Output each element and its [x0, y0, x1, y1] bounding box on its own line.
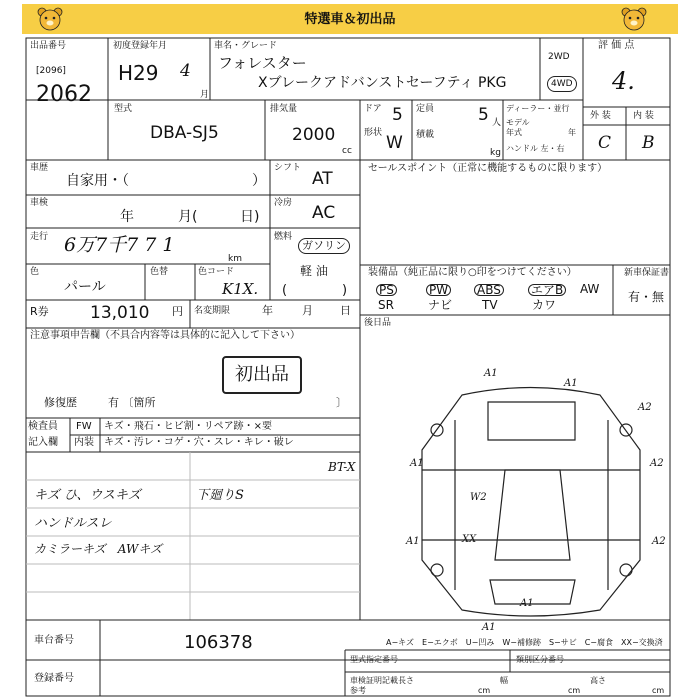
score-value: 4. [612, 67, 635, 95]
equipment-label: 装備品（純正品に限り○印をつけてください） [368, 267, 577, 278]
damage-mark: A1 [482, 622, 496, 633]
displacement-unit: cc [342, 146, 352, 156]
history-close: ） [252, 173, 266, 189]
sales-point-label: セールスポイント（正常に機能するものに限ります） [368, 163, 608, 174]
warranty-label: 新車保証書 [624, 268, 670, 278]
comment-line: 下廻りS [196, 488, 244, 503]
lot-label: 出品番号 [30, 41, 67, 51]
interior-label: 内 装 [633, 111, 654, 121]
damage-mark: A1 [484, 368, 498, 379]
notes-label: 注意事項申告欄（不具合内容等は具体的に記入して下さい） [30, 330, 300, 341]
exterior-grade: C [598, 133, 612, 153]
equipment-aw: AW [580, 282, 600, 296]
dealer-label: ディーラー・並行 [506, 104, 570, 113]
fuel-label: 燃料 [274, 232, 293, 242]
car-name: フォレスター [218, 54, 307, 72]
repair-label: 修復歴 [44, 396, 77, 409]
color-swap-label: 色替 [150, 267, 169, 277]
dealer-model: モデル [506, 118, 530, 127]
color-paren-close: ) [342, 283, 348, 298]
recycle-value: 13,010 [90, 303, 150, 323]
rear-label: 後日品 [364, 318, 392, 328]
equipment-tv: TV [482, 298, 498, 312]
lot-code: [2096] [36, 66, 66, 76]
first-reg-label: 初度登録年月 [113, 41, 168, 51]
history-label: 車歴 [30, 163, 49, 173]
inspection-year: 年 [120, 209, 134, 225]
displacement-label: 排気量 [270, 104, 298, 114]
damage-legend: A−キズ E−エクボ U−凹み W−補修跡 S−サビ C−腐食 XX−交換済 [386, 638, 663, 647]
first-reg-year: H29 [118, 61, 159, 85]
first-reg-month-unit: 月 [200, 90, 210, 100]
equipment-navi: ナビ [428, 298, 453, 312]
dealer-handle: ハンドル 左・右 [506, 144, 565, 153]
capacity-value: 5 [478, 105, 489, 125]
mileage-value: 6万7千7 7 1 [64, 234, 175, 256]
damage-mark: W2 [470, 492, 487, 503]
model-value: DBA-SJ5 [150, 123, 219, 143]
comment-line: BT-X [328, 460, 356, 474]
shape-label: 形状 [364, 128, 383, 138]
doors-value: 5 [392, 105, 403, 125]
capacity-label: 定員 [416, 104, 435, 114]
model-designation-label: 型式指定番号 [350, 655, 398, 664]
ac-label: 冷房 [274, 198, 293, 208]
width-label: 幅 [500, 676, 508, 685]
color-label: 色 [30, 267, 40, 277]
fuel-gasoline-circled: ガソリン [298, 238, 350, 254]
damage-mark: A1 [564, 378, 578, 389]
fuel-diesel: 軽 油 [300, 264, 328, 278]
lot-number: 2062 [36, 82, 92, 107]
warranty-value: 有・無 [628, 290, 665, 304]
cert-label: 車検証明記載 [350, 676, 398, 685]
inspector-row2-key: 内装 [74, 437, 94, 448]
repair-close: 〕 [336, 396, 347, 409]
dealer-year: 年式 [506, 128, 522, 137]
chassis-number: 106378 [184, 632, 253, 653]
class-number-label: 類別区分番号 [516, 655, 564, 664]
damage-mark: A2 [652, 536, 666, 547]
dealer-year-unit: 年 [568, 128, 576, 137]
page-title: 特選車＆初出品 [304, 12, 396, 27]
inspector-label-2: 記入欄 [28, 437, 58, 448]
shape-value: W [386, 133, 403, 153]
equipment-pw: PW [426, 284, 451, 296]
recycle-label: R券 [30, 305, 49, 318]
ac-value: AC [312, 203, 336, 223]
damage-mark: A2 [650, 458, 664, 469]
inspection-month: 月( [178, 209, 198, 225]
equipment-leather: カワ [532, 298, 557, 312]
car-label: 車名・グレード [214, 41, 278, 51]
damage-mark: XX [462, 534, 477, 545]
history-value: 自家用・（ [66, 173, 129, 189]
height-unit: cm [652, 686, 665, 695]
model-label: 型式 [114, 104, 133, 114]
width-unit: cm [568, 686, 581, 695]
damage-mark: A1 [410, 458, 424, 469]
ref-label: 参考 [350, 686, 366, 695]
name-change-year: 年 [262, 304, 273, 317]
inspector-row1-key: FW [76, 421, 92, 432]
color-paren-open: ( [282, 283, 288, 298]
inspector-row2: キズ・汚レ・コゲ・穴・スレ・キレ・破レ [104, 437, 294, 448]
equipment-airbag: エアB [528, 284, 566, 296]
shift-label: シフト [274, 163, 302, 173]
inspection-label: 車検 [30, 198, 49, 208]
height-label: 高さ [590, 676, 606, 685]
mileage-unit: km [228, 254, 242, 264]
name-change-month: 月 [302, 304, 313, 317]
color-value: パール [64, 279, 106, 295]
color-code-label: 色コード [198, 267, 235, 277]
color-code: K1X. [222, 280, 259, 298]
chassis-label: 車台番号 [34, 635, 74, 646]
inspector-row1: キズ・飛石・ヒビ割・リペア跡・×要 [104, 421, 272, 432]
comment-line: ハンドルスレ [34, 516, 112, 531]
load-unit: kg [490, 148, 501, 158]
exterior-label: 外 装 [590, 111, 611, 121]
repair-value: 有 〔箇所 [108, 396, 156, 409]
equipment-ps: PS [376, 284, 397, 296]
length-label: 長さ [398, 676, 414, 685]
mileage-label: 走行 [30, 232, 49, 242]
comment-line: キズ ひ、ウスキズ [34, 488, 141, 503]
name-change-day: 日 [340, 304, 351, 317]
interior-grade: B [642, 133, 655, 153]
capacity-unit: 人 [492, 118, 502, 128]
equipment-sr: SR [378, 298, 394, 312]
length-unit: cm [478, 686, 491, 695]
load-label: 積載 [416, 130, 435, 140]
registration-label: 登録番号 [34, 673, 74, 684]
shift-value: AT [312, 169, 333, 189]
score-label: 評 価 点 [598, 40, 635, 51]
inspection-day: 日) [240, 209, 260, 225]
damage-mark: A1 [520, 598, 534, 609]
comment-line: カミラーキズ AWキズ [34, 542, 163, 556]
damage-mark: A1 [406, 536, 420, 547]
car-grade: Xブレークアドバンストセーフティ PKG [258, 75, 507, 91]
recycle-unit: 円 [172, 305, 183, 318]
equipment-abs: ABS [474, 284, 504, 296]
first-reg-month: 4 [180, 61, 191, 81]
drive-2wd: 2WD [548, 52, 570, 62]
first-listing-stamp: 初出品 [222, 356, 302, 394]
damage-mark: A2 [638, 402, 652, 413]
drive-4wd-circled: 4WD [547, 76, 577, 92]
name-change-label: 名変期限 [194, 306, 231, 316]
inspector-label-1: 検査員 [28, 421, 58, 432]
displacement-value: 2000 [292, 125, 336, 145]
doors-label: ドア [364, 104, 382, 114]
